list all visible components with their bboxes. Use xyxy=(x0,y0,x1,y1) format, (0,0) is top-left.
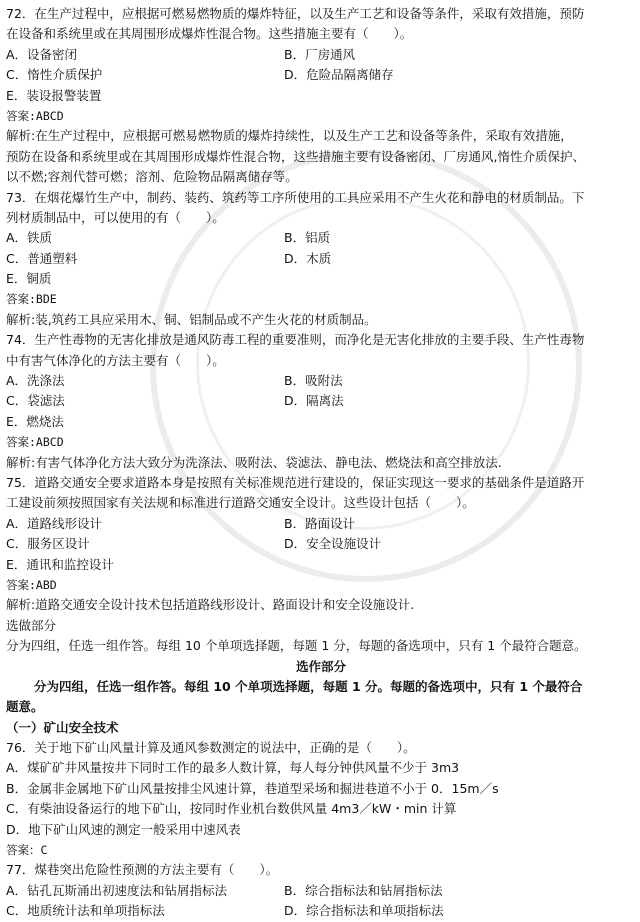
text-line: 72．在生产过程中，应根据可燃易燃物质的爆炸特征，以及生产工艺和设备等条件，采取有效措施，预防 xyxy=(6,6,585,21)
text-line: 列材质制品中，可以使用的有（ ）。 xyxy=(6,209,225,225)
answer-line: 答案:ABD xyxy=(6,577,57,592)
option-text: C．普通塑料 xyxy=(6,250,78,266)
option-row xyxy=(6,901,636,921)
option-text: C．服务区设计 xyxy=(6,536,90,552)
option-text: B．路面设计 xyxy=(284,515,356,531)
option-row xyxy=(6,514,636,534)
text-line: 解析:道路交通安全设计技术包括道路线形设计、路面设计和安全设施设计. xyxy=(6,597,415,613)
option-row xyxy=(6,391,636,411)
text-line: A．煤矿矿井风量按井下同时工作的最多人数计算，每人每分钟供风量不少于 3m3 xyxy=(6,760,460,776)
option-text: B．厂房通风 xyxy=(284,46,356,62)
text-line: 74．生产性毒物的无害化排放是通风防毒工程的重要准则，而净化是无害化排放的主要手段、生产性毒物 xyxy=(6,332,585,348)
option-row xyxy=(6,371,636,391)
text-line: E．燃烧法 xyxy=(6,413,64,429)
option-text: A．铁质 xyxy=(6,230,53,246)
option-text: D．木质 xyxy=(284,250,332,266)
answer-line: 答案:ABCD xyxy=(6,435,64,450)
text-line: 75．道路交通安全要求道路本身是按照有关标准规范进行建设的，保证实现这一要求的基础条件是道路开 xyxy=(6,474,585,490)
text-line: 73．在烟花爆竹生产中，制药、装药、筑药等工序所使用的工具应采用不产生火花和静电的材质制品。下 xyxy=(6,189,585,205)
text-line: D．地下矿山风速的测定一般采用中速风表 xyxy=(6,821,241,837)
option-row xyxy=(6,45,636,65)
option-text: C．地质统计法和单项指标法 xyxy=(6,903,165,919)
option-text: D．危险品隔离储存 xyxy=(284,67,394,83)
answer-line: 答案:BDE xyxy=(6,292,57,307)
text-line: 解析:有害气体净化方法大致分为洗涤法、吸附法、袋滤法、静电法、燃烧法和高空排放法. xyxy=(6,454,502,470)
text-line: E．装设报警装置 xyxy=(6,87,102,103)
text-line: 76．关于地下矿山风量计算及通风参数测定的说法中，正确的是（ ）。 xyxy=(6,740,416,756)
bold-text-line: 分为四组，任选一组作答。每组 10 个单项选择题，每题 1 分。每题的备选项中，只有 1 个最符合 xyxy=(34,678,583,694)
bold-text-line: （一）矿山安全技术 xyxy=(6,719,119,735)
option-text: B．铝质 xyxy=(284,230,331,246)
option-row xyxy=(6,534,636,554)
text-line: 工建设前须按照国家有关法规和标准进行道路交通安全设计。这些设计包括（ ）。 xyxy=(6,495,475,511)
option-text: A．设备密闭 xyxy=(6,46,78,62)
text-line: B．金属非金属地下矿山风量按排尘风速计算，巷道型采场和掘进巷道不小于 0．15m／s xyxy=(6,780,499,796)
option-row xyxy=(6,881,636,901)
option-text: A．道路线形设计 xyxy=(6,515,103,531)
text-line: E．铜质 xyxy=(6,271,52,287)
option-text: B．吸附法 xyxy=(284,373,343,389)
option-text: B．综合指标法和钻屑指标法 xyxy=(284,882,443,898)
option-text: D．安全设施设计 xyxy=(284,536,382,552)
text-line: 选做部分 xyxy=(6,617,57,633)
option-text: A．洗涤法 xyxy=(6,373,65,389)
option-row xyxy=(6,228,636,248)
option-text: D．综合指标法和单项指标法 xyxy=(284,903,444,919)
text-line: 以不燃;容剂代替可燃；溶剂、危险物品隔离储存等。 xyxy=(6,169,298,185)
text-line: 解析:在生产过程中，应根据可燃易燃物质的爆炸持续性，以及生产工艺和设备等条件，采取有效措施， xyxy=(6,128,573,144)
option-text: C．袋滤法 xyxy=(6,393,65,409)
option-text: C．惰性介质保护 xyxy=(6,67,103,83)
answer-line: 答案:ABCD xyxy=(6,108,64,123)
section-heading: 选作部分 xyxy=(295,658,346,674)
option-row xyxy=(6,65,636,85)
text-line: 77．煤巷突出危险性预测的方法主要有（ ）。 xyxy=(6,862,279,878)
text-line: 在设备和系统里或在其周围形成爆炸性混合物。这些措施主要有（ ）。 xyxy=(6,26,413,42)
text-line: 解析:装,筑药工具应采用木、铜、铝制品或不产生火花的材质制品。 xyxy=(6,311,377,327)
text-line: 分为四组，任选一组作答。每组 10 个单项选择题，每题 1 分，每题的备选项中，只有 1 个最符合题意。 xyxy=(6,638,587,654)
text-line: 预防在设备和系统里或在其周围形成爆炸性混合物，这些措施主要有设备密闭、厂房通风,惰性介质保护、 xyxy=(6,148,585,164)
text-line: E．通讯和监控设计 xyxy=(6,556,114,572)
option-text: A．钻孔瓦斯涌出初速度法和钻屑指标法 xyxy=(6,882,228,898)
option-row xyxy=(6,249,636,269)
answer-line: 答案：C xyxy=(6,843,48,858)
option-text: D．隔离法 xyxy=(284,393,344,409)
text-line: C．有柴油设备运行的地下矿山，按同时作业机台数供风量 4m3／kW・min 计算 xyxy=(6,801,457,817)
bold-text-line: 题意。 xyxy=(6,699,44,715)
document-page xyxy=(6,4,636,922)
text-line: 中有害气体净化的方法主要有（ ）。 xyxy=(6,352,225,368)
